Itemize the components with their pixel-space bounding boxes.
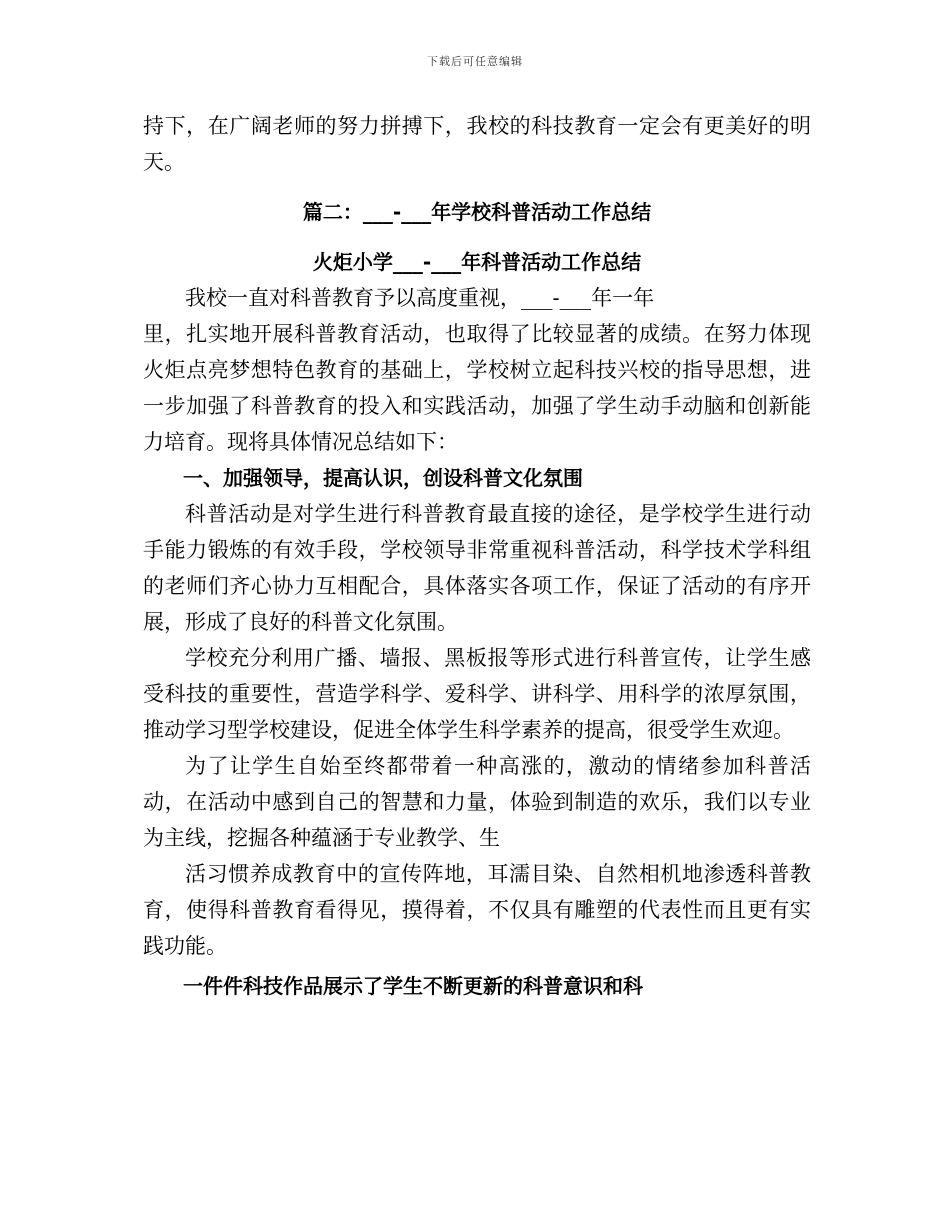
paragraph-5: 活习惯养成教育中的宣传阵地，耳濡目染、自然相机地渗透科普教育，使得科普教育看得见，摸得着，不仅具有雕塑的代表性而且更有实践功能。	[143, 862, 811, 958]
document-title: 火炬小学___-___年科普活动工作总结	[312, 250, 642, 274]
paragraph-1-line-1: 我校一直对科普教育予以高度重视，___-___年一年	[185, 286, 655, 310]
document-body	[143, 108, 811, 1004]
paragraph-2: 科普活动是对学生进行科普教育最直接的途径，是学校学生进行动手能力锻炼的有效手段，学校领导非常重视科普活动，科学技术学科组的老师们齐心协力互相配合，具体落实各项工作，保证了活动的有序开展，形成了良好的科普文化氛围。	[143, 502, 811, 634]
paragraph-3: 学校充分利用广播、墙报、黑板报等形式进行科普宣传，让学生感受科技的重要性，营造学科学、爱科学、讲科学、用科学的浓厚氛围，推动学习型学校建设，促进全体学生科学素养的提高，很受学生欢迎。	[143, 646, 811, 742]
paragraph-1-body: 里，扎实地开展科普教育活动，也取得了比较显著的成绩。在努力体现火炬点亮梦想特色教育的基础上，学校树立起科技兴校的指导思想，进一步加强了科普教育的投入和实践活动，加强了学生动手动脑和创新能力培育。现将具体情况总结如下：	[143, 322, 811, 454]
paragraph-4: 为了让学生自始至终都带着一种高涨的，激动的情绪参加科普活动，在活动中感到自己的智慧和力量，体验到制造的欢乐，我们以专业为主线，挖掘各种蕴涵于专业教学、生	[143, 754, 811, 850]
page-header: 下载后可任意编辑	[427, 55, 523, 68]
heading-2: 一件件科技作品展示了学生不断更新的科普意识和科	[183, 974, 643, 998]
intro-paragraph: 持下，在广阔老师的努力拼搏下，我校的科技教育一定会有更美好的明天。	[143, 114, 811, 174]
section-title: 篇二：___-___年学校科普活动工作总结	[302, 200, 652, 224]
heading-1: 一、加强领导，提高认识，创设科普文化氛围	[183, 466, 583, 490]
